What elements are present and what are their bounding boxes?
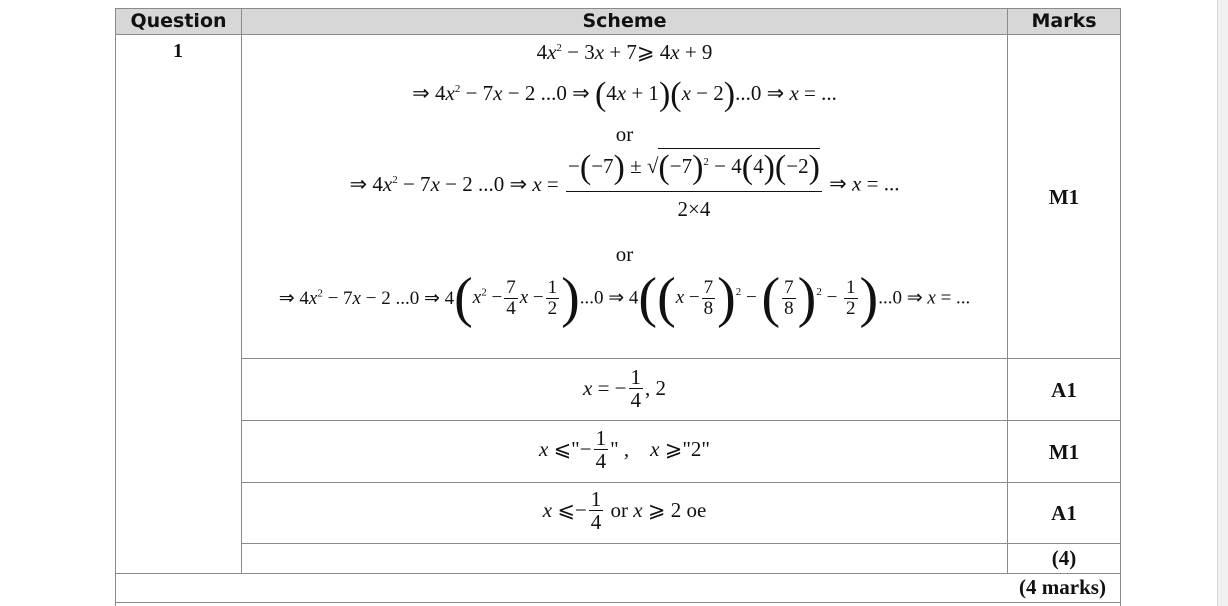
scheme-line-3: ⇒ $4x^2 - 7x - 2$ ...0 ⇒ x = $\frac{-(-7) \pm √(-7)^2 - 4(4)(-2)}{2\times 4}$ ⇒ x = ...: [349, 149, 900, 221]
row1-bottom-line: [241, 358, 1121, 359]
quadratic-formula-denominator: 2×4: [677, 197, 711, 221]
scheme-row-3: x ⩽"− $\frac{1}{4}$ " , x ⩾"2": [539, 426, 710, 474]
table-border-top: [115, 8, 1121, 9]
scheme-row-4: x ⩽− $\frac{1}{4}$ or x ⩾ 2 oe: [542, 487, 707, 535]
scheme-line-1: $4x^2 - 3x$ + 7⩾ 4x + 9: [536, 40, 713, 64]
header-scheme: Scheme: [242, 9, 1007, 34]
table-border-right: [1120, 8, 1121, 606]
row3-bottom-line: [241, 482, 1121, 483]
table-border-left: [115, 8, 116, 606]
row2-bottom-line: [241, 420, 1121, 421]
mark-subtotal: (4): [1051, 546, 1077, 570]
table-bottom-line: [115, 602, 1121, 603]
quadratic-formula-fraction: [566, 148, 822, 220]
scheme-line-4: ⇒ $4x^2 - 7x - 2$ ...0 ⇒ $4(x^2$ − $\frac{7}{4}$ x − $\frac{1}{2}$ )...0 ⇒ 4((x − $\frac{7}{8}$ )$^2$ − ( $\frac{7}{8}$ )$^2$ − $\frac{1}{2}$ )...0 ⇒ x = ...: [278, 267, 971, 329]
header-question: Question: [116, 9, 241, 34]
scheme-row-2: x = − $\frac{1}{4}$ , 2: [582, 365, 666, 413]
row4-bottom-line: [241, 543, 1121, 544]
mark-row-1: M1: [1048, 185, 1080, 209]
mark-row-3: M1: [1048, 440, 1080, 464]
scheme-or-1: or: [615, 122, 634, 146]
header-marks: Marks: [1008, 9, 1120, 34]
header-bottom-line: [115, 34, 1121, 35]
mark-row-2: A1: [1051, 378, 1077, 402]
row5-bottom-line: [115, 573, 1121, 574]
mark-row-4: A1: [1051, 501, 1077, 525]
scrollbar-edge: [1217, 0, 1228, 606]
scheme-or-2: or: [615, 242, 634, 266]
quadratic-formula-numerator: $-(-7) \pm √(-7)^2 - 4(4)(-2)$: [566, 148, 822, 192]
total-marks: (4 marks): [1019, 575, 1106, 599]
scheme-line-2: ⇒ $4x^2 - 7x - 2$ ...0 ⇒ (4x + 1)(x − 2)...0 ⇒ x = ...: [412, 76, 837, 113]
question-number: 1: [173, 40, 183, 62]
